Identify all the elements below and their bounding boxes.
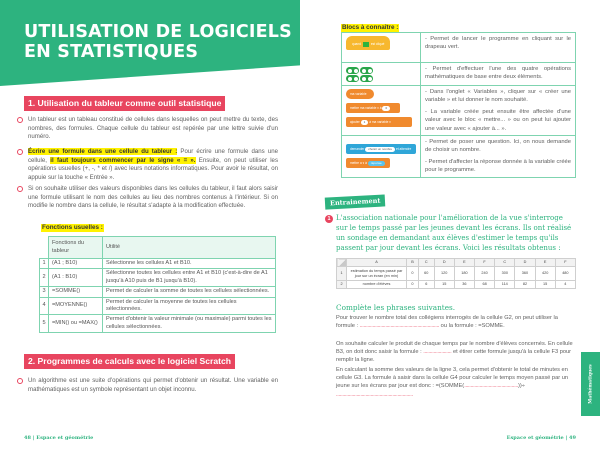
table-row: 1 (A1 ; B10) Sélectionne les cellules A1 et B10.: [40, 259, 276, 269]
scratch-ask-block: demander choisir un nombre et attendre: [346, 144, 416, 154]
scratch-set-answer-block: mettre a ▾ à réponse: [346, 158, 390, 168]
page-footer-left: 48 | Espace et géométrie: [24, 435, 94, 441]
bullet-item: Écrire une formule dans une cellule du tableur : Pour écrire une formule dans une cellule, il faut toujours commencer par le signe « = ». Ensuite, on peut utiliser les opérations usuelles (+, -, * et /) avec leurs notations informatiques. Pour avoir le résultat, on appuie sur la touche « Entrée ».: [28, 148, 278, 182]
table-row: 2 (A1 : B10) Sélectionne toutes les cellules entre A1 et B10 (c'est-à-dire de A1 jusqu'à A10 puis de B1 jusqu'à B10).: [40, 269, 276, 287]
scratch-blocks-table: [341, 32, 576, 178]
page-footer-right: Espace et géométrie | 49: [506, 435, 576, 441]
answer-blank[interactable]: ..........................................: [464, 383, 518, 390]
scratch-change-block: ajouter 1 à ma variable ▾: [346, 117, 412, 127]
functions-label: Fonctions usuelles :: [42, 224, 103, 231]
subtract-operator-icon: [360, 67, 373, 74]
scratch-variable-reporter: ma variable: [346, 89, 374, 99]
bullet-item: Un algorithme est une suite d'opérations qui permet d'obtenir un résultat. Une variable en mathématiques est un symbole représentant un objet inconnu.: [28, 377, 278, 394]
exercise-text: L'association nationale pour l'amélioration de la vue s'interroge sur le temps passé par les jeunes devant les écrans. Ils ont réalisé un sondage en demandant aux élèves d'estimer le temps qu'ils passent par jour devant les écrans. Voici les résultats obtenus :: [336, 214, 572, 252]
page-title: UTILISATION DE LOGICIELS EN STATISTIQUES: [24, 22, 292, 62]
bullet-item: Un tableur est un tableau constitué de cellules dans lesquelles on peut mettre du texte, des nombres, des formules. Chaque cellule du tableur est repérée par une lettre suivie d'un numéro.: [28, 116, 278, 142]
bullet-item: Si on souhaite utiliser des valeurs disponibles dans les cellules du tableur, il faut alors saisir une formule utilisant le nom des cellules au lieu des nombres contenus à l'intérieur. Si on modifie le nombre dans la cellule, le résultat s'adapte à la modification effectuée.: [28, 185, 278, 211]
answer-blank[interactable]: ......................: [423, 349, 452, 356]
table-header-row: Fonctions du tableur Utilité: [40, 237, 276, 259]
section-heading-1: 1. Utilisation du tableur comme outil statistique: [24, 96, 225, 111]
table-row: demander choisir un nombre et attendre mettre a ▾ à réponse - Permet de poser une question. Ici, on nous demande de choisir un nombre. - Permet d'affecter la réponse donnée à la variable créée pour le programme.: [342, 136, 576, 178]
divide-operator-icon: [360, 75, 373, 82]
multiply-operator-icon: [346, 75, 359, 82]
fill-in-paragraph: On souhaite calculer le produit de chaque temps par le nombre d'élèves concernés. En cellule B3, on doit donc saisir la formule : ...................... et étirer cette formule jusqu'à la cellule F3 pour remplir la ligne.: [336, 341, 573, 364]
training-badge: Entrainement: [325, 194, 386, 209]
spreadsheet-row: 1 estimation du temps passé par jour sur un écran (en min) 0 60 120 180 240 300 360 420 480: [337, 267, 576, 281]
exercise-number: 1: [325, 215, 333, 223]
answer-blank[interactable]: ..............................................................: [359, 323, 440, 330]
green-flag-icon: [363, 42, 369, 47]
table-row: 3 =SOMME() Permet de calculer la somme de toutes les cellules sélectionnées.: [40, 287, 276, 297]
spreadsheet-header-row: A B C D E F C D E F: [337, 259, 576, 267]
table-row: 5 =MIN() ou =MAX() Permet d'obtenir la valeur minimale (ou maximale) parmi toutes les cellules sélectionnées.: [40, 315, 276, 333]
spreadsheet-table: [336, 258, 576, 289]
fill-in-paragraph: Pour trouver le nombre total des collégiens interrogés de la cellule G2, on peut utiliser la formule : .............................................................. ou la formule : =SOMME.: [336, 315, 558, 330]
fill-in-paragraph: En calculant la somme des valeurs de la ligne 3, cela permet d'obtenir le total de minutes en cellule G3. La formule à saisir dans la cellule G4 pour calculer le temps moyen passé par un jeune sur les écrans par jour est donc : =(SOMME(..........................................))÷ ............................................................: [336, 367, 569, 398]
table-row: ma variable mettre ma variable ▾ à 0 ajouter 1 à ma variable ▾ - Dans l'onglet « Variables », cliquer sur « créer une variable » et lui donner le nom souhaité. - La variable créée peut ensuite être affectée d'une valeur avec le bloc « mettre... » ou on peut lui ajouter une valeur avec « ajouter à... ».: [342, 86, 576, 136]
complete-sentences-title: Complète les phrases suivantes.: [336, 303, 456, 312]
table-row: 4 =MOYENNE() Permet de calculer la moyenne de toutes les cellules sélectionnées.: [40, 297, 276, 315]
scratch-set-block: mettre ma variable ▾ à 0: [346, 103, 400, 113]
spreadsheet-row: 2 nombre d'élèves 0 6 15 36 68 114 82 15 4: [337, 281, 576, 289]
blocks-label: Blocs à connaître :: [342, 24, 399, 31]
section-heading-2: 2. Programmes de calculs avec le logiciel Scratch: [24, 354, 235, 369]
scratch-operator-blocks: [346, 67, 416, 74]
subject-side-tab: Mathématiques: [581, 352, 600, 416]
scratch-when-flag-block: quand est cliqué: [346, 36, 390, 50]
table-row: - Permet d'effectuer l'une des quatre opérations mathématiques de base entre deux éléments.: [342, 63, 576, 86]
add-operator-icon: [346, 67, 359, 74]
answer-blank[interactable]: ............................................................: [336, 391, 413, 398]
table-row: quand est cliqué - Permet de lancer le programme en cliquant sur le drapeau vert.: [342, 33, 576, 63]
